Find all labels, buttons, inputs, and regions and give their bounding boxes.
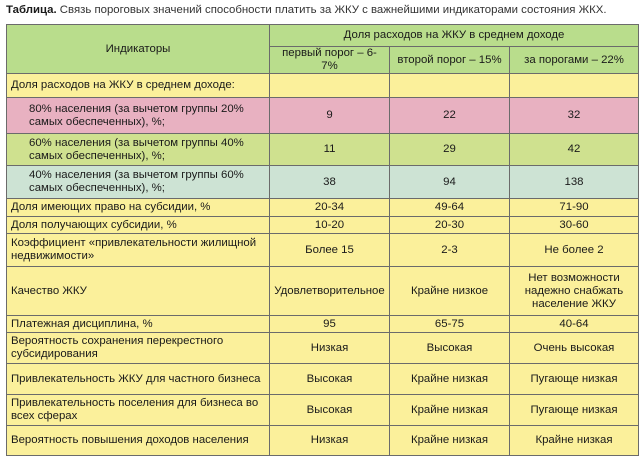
header-col-first-threshold: первый порог – 6-7% (270, 47, 390, 74)
row-value-3: Крайне низкая (510, 426, 639, 456)
row-value-3: Пугающе низкая (510, 395, 639, 426)
row-value-1: Низкая (270, 426, 390, 456)
row-value-3: 71-90 (510, 199, 639, 217)
row-value-1: Удовлетворительное (270, 267, 390, 316)
row-value-1: 11 (270, 134, 390, 166)
row-label: Качество ЖКУ (7, 267, 270, 316)
row-value-3: 30-60 (510, 217, 639, 234)
row-value-2: Крайне низкая (390, 426, 510, 456)
section-title: Доля расходов на ЖКУ в среднем доходе: (7, 74, 270, 98)
table-row (7, 395, 639, 426)
header-col-second-threshold: второй порог – 15% (390, 47, 510, 74)
table-row (7, 217, 639, 234)
table-row (7, 267, 639, 316)
row-label: 80% населения (за вычетом группы 20% самых обеспеченных), %; (7, 98, 270, 134)
row-value-1: Низкая (270, 333, 390, 364)
table-row (7, 134, 639, 166)
header-col-beyond-threshold: за порогами – 22% (510, 47, 639, 74)
row-value-2: 20-30 (390, 217, 510, 234)
row-value-1: 20-34 (270, 199, 390, 217)
header-group: Доля расходов на ЖКУ в среднем доходе (270, 25, 639, 47)
row-value-2: 22 (390, 98, 510, 134)
table-row (7, 316, 639, 333)
row-value-1: 9 (270, 98, 390, 134)
row-label: Платежная дисциплина, % (7, 316, 270, 333)
row-value-3: Пугающе низкая (510, 364, 639, 395)
table-row (7, 166, 639, 199)
table-row (7, 426, 639, 456)
row-value-3: 42 (510, 134, 639, 166)
row-label: Коэффициент «привлекательности жилищной недвижимости» (7, 234, 270, 267)
row-label: Привлекательность поселения для бизнеса во всех сферах (7, 395, 270, 426)
row-value-1: 95 (270, 316, 390, 333)
indicators-table (6, 24, 639, 456)
table-row (7, 364, 639, 395)
section-row (7, 74, 639, 98)
row-label: 60% населения (за вычетом группы 40% самых обеспеченных), %; (7, 134, 270, 166)
header-row-1 (7, 25, 639, 47)
row-value-2: Высокая (390, 333, 510, 364)
row-value-1: Более 15 (270, 234, 390, 267)
row-value-3: Не более 2 (510, 234, 639, 267)
row-label: Привлекательность ЖКУ для частного бизнеса (7, 364, 270, 395)
row-value-2: Крайне низкая (390, 364, 510, 395)
row-value-2: 94 (390, 166, 510, 199)
row-value-3: 138 (510, 166, 639, 199)
caption-label: Таблица. (6, 4, 57, 16)
row-value-2: Крайне низкая (390, 395, 510, 426)
row-label: Доля имеющих право на субсидии, % (7, 199, 270, 217)
caption-text: Связь пороговых значений способности платить за ЖКУ с важнейшими индикаторами состояния ЖКХ. (56, 4, 607, 16)
table-caption (6, 4, 607, 16)
table-row (7, 98, 639, 134)
row-value-2: Крайне низкое (390, 267, 510, 316)
table-row (7, 234, 639, 267)
row-label: Доля получающих субсидии, % (7, 217, 270, 234)
row-value-1: 10-20 (270, 217, 390, 234)
table-row (7, 199, 639, 217)
table-row (7, 333, 639, 364)
row-value-3: Очень высокая (510, 333, 639, 364)
row-value-1: Высокая (270, 395, 390, 426)
row-value-2: 49-64 (390, 199, 510, 217)
row-label: Вероятность повышения доходов населения (7, 426, 270, 456)
row-label: 40% населения (за вычетом группы 60% самых обеспеченных), %; (7, 166, 270, 199)
header-indicators: Индикаторы (7, 25, 270, 74)
row-value-1: Высокая (270, 364, 390, 395)
row-value-3: Нет возможности надежно снабжать население ЖКУ (510, 267, 639, 316)
row-value-2: 65-75 (390, 316, 510, 333)
row-value-3: 40-64 (510, 316, 639, 333)
row-value-1: 38 (270, 166, 390, 199)
row-value-3: 32 (510, 98, 639, 134)
row-label: Вероятность сохранения перекрестного субсидирования (7, 333, 270, 364)
row-value-2: 2-3 (390, 234, 510, 267)
row-value-2: 29 (390, 134, 510, 166)
